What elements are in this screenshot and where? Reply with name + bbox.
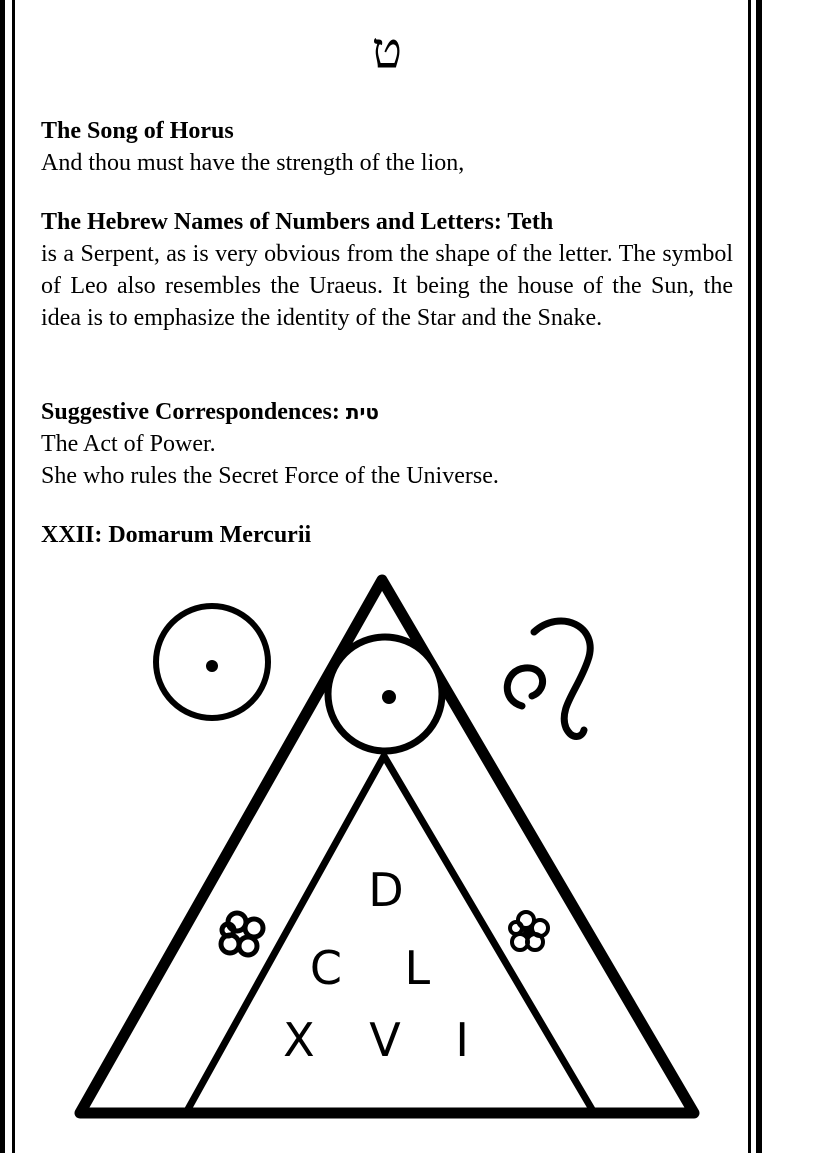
correspondences-heading bbox=[41, 396, 733, 428]
correspondences-section bbox=[41, 396, 733, 492]
song-of-horus-section bbox=[41, 115, 733, 179]
page-border-right-inner bbox=[748, 0, 751, 1153]
sigil-letters-row2: C L bbox=[309, 941, 455, 995]
song-of-horus-text: And thou must have the strength of the lion, bbox=[41, 150, 465, 176]
leo-symbol-icon bbox=[507, 621, 590, 736]
flower-icon bbox=[510, 912, 548, 950]
hebrew-names-text: is a Serpent, as is very obvious from the shape of the letter. The symbol of Leo also resembles the Uraeus. It being the house of the Sun, the idea is to emphasize the identity of the Star and the Snake. bbox=[41, 241, 733, 331]
correspondence-line: She who rules the Secret Force of the Universe. bbox=[41, 463, 499, 489]
sigil-section bbox=[41, 519, 733, 551]
sun-symbol-dot bbox=[206, 660, 218, 672]
page-border-right-outer bbox=[756, 0, 762, 1153]
correspondences-heading-hebrew: טית bbox=[345, 400, 380, 424]
hebrew-names-section bbox=[41, 206, 733, 334]
hebrew-names-heading: The Hebrew Names of Numbers and Letters: Teth bbox=[41, 209, 554, 235]
correspondences-heading-text: Suggestive Correspondences: bbox=[41, 399, 346, 425]
flower-icon bbox=[221, 913, 263, 955]
hebrew-letter-teth: ט bbox=[371, 21, 403, 79]
sigil-letters-row3: X V I bbox=[283, 1013, 489, 1067]
apex-circle-dot bbox=[382, 690, 396, 704]
sigil-heading: XXII: Domarum Mercurii bbox=[41, 522, 312, 548]
song-of-horus-heading: The Song of Horus bbox=[41, 118, 234, 144]
sigil-drawing bbox=[0, 560, 748, 1153]
sigil-svg bbox=[0, 560, 748, 1153]
sigil-letters-row1: D bbox=[368, 863, 404, 917]
correspondence-line: The Act of Power. bbox=[41, 431, 216, 457]
